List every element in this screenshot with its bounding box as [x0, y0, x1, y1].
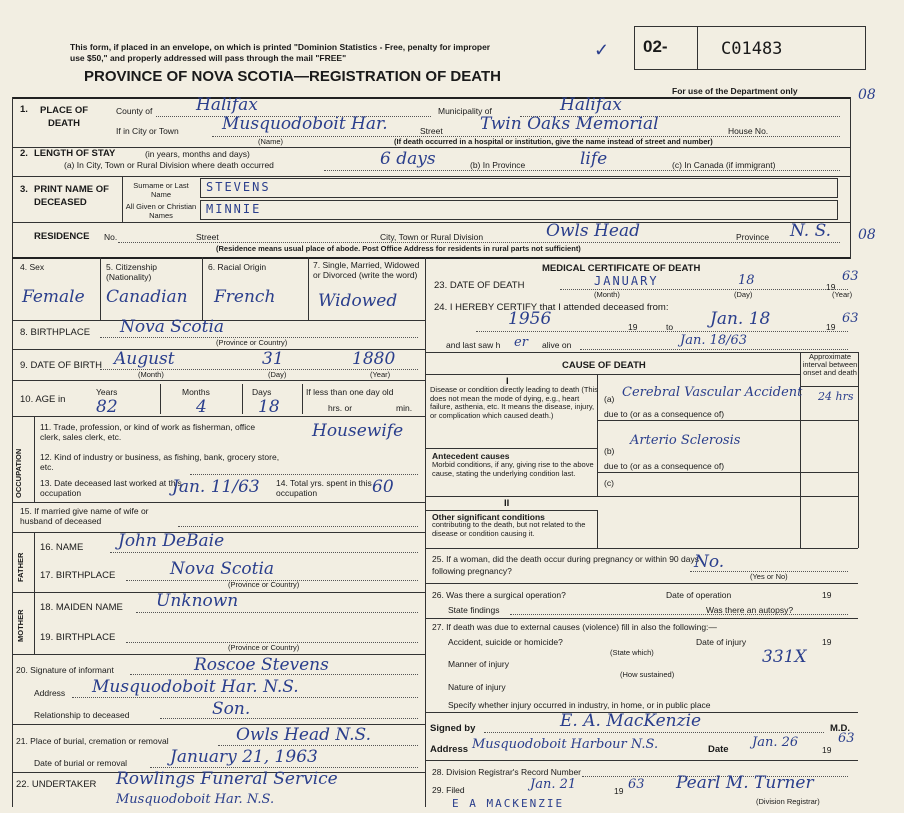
last-saw-date[interactable]: Jan. 18/63: [680, 333, 748, 348]
racial-origin-value[interactable]: French: [214, 287, 276, 307]
antecedent-label: Antecedent causes: [432, 451, 510, 461]
form-title: PROVINCE OF NOVA SCOTIA—REGISTRATION OF DEATH: [84, 68, 501, 85]
disease-label: Disease or condition directly leading to death (This does not mean the mode of dying, e.g., heart failure, asthenia, etc. It means the disease, injury, or complication which caused death.): [430, 385, 599, 420]
dob-label: 9. DATE OF BIRTH: [20, 360, 102, 371]
informant-signature-value[interactable]: Roscoe Stevens: [194, 655, 329, 675]
pregnancy-sublabel: (Yes or No): [750, 572, 788, 581]
father-birthplace-value[interactable]: Nova Scotia: [170, 559, 275, 579]
accident-label: Accident, suicide or homicide?: [448, 637, 563, 647]
other-conditions-label: Other significant conditions: [432, 512, 545, 522]
county-label: County of: [116, 106, 153, 116]
burial-place-label: 21. Place of burial, cremation or removal: [16, 736, 169, 746]
printed-doctor-name[interactable]: E A MACKENZIE: [452, 797, 565, 810]
dob-year[interactable]: 1880: [352, 349, 396, 369]
racial-origin-label: 6. Racial Origin: [208, 262, 267, 272]
q2-number: 2.: [20, 148, 28, 159]
age-days-label: Days: [252, 387, 272, 397]
medical-certificate-title: MEDICAL CERTIFICATE OF DEATH: [542, 263, 701, 274]
q1-number: 1.: [20, 104, 28, 115]
interval-label: Approximate interval between onset and death: [802, 352, 858, 377]
undertaker-label: 22. UNDERTAKER: [16, 779, 97, 790]
last-worked-value[interactable]: Jan. 11/63: [172, 477, 260, 497]
to-label: to: [666, 322, 674, 332]
residence-label: RESIDENCE: [34, 231, 90, 242]
date-of-death-year[interactable]: 63: [842, 269, 859, 284]
father-birthplace-sublabel: (Province or Country): [228, 580, 300, 589]
father-name-label: 16. NAME: [40, 542, 84, 553]
check-mark: ✓: [594, 40, 610, 60]
state-findings-label: State findings: [448, 605, 500, 615]
residence-no-label: No.: [104, 232, 118, 242]
autopsy-label: Was there an autopsy?: [706, 605, 794, 615]
total-years-label: 14. Total yrs. spent in this occupation: [276, 478, 372, 498]
surname-label: Surname or Last Name: [133, 181, 189, 199]
pregnancy-label: 25. If a woman, did the death occur during pregnancy or within 90 days following pregnancy?: [432, 554, 699, 576]
name-sublabel: (Name): [258, 137, 284, 146]
cause-a-interval[interactable]: 24 hrs: [818, 390, 854, 403]
birthplace-label: 8. BIRTHPLACE: [20, 327, 91, 338]
burial-date-value[interactable]: January 21, 1963: [170, 747, 318, 767]
residence-note: (Residence means usual place of abode. Post Office Address for residents in rural parts not sufficient): [216, 244, 581, 253]
injury-date-label: Date of injury: [696, 637, 747, 647]
last-worked-label: 13. Date deceased last worked at this occupation: [40, 478, 182, 498]
due-to-label-1: due to (or as a consequence of): [604, 409, 725, 419]
dob-day[interactable]: 31: [262, 349, 284, 369]
attended-year-prefix-2: 19: [826, 322, 836, 332]
less-than-day-label: If less than one day old: [306, 387, 394, 397]
place-of-death-label: PLACE OF DEATH: [39, 105, 89, 129]
doctor-date-year-prefix: 19: [822, 745, 832, 755]
doctor-address-value[interactable]: Musquodoboit Harbour N.S.: [472, 737, 659, 752]
dob-month[interactable]: August: [114, 349, 175, 369]
trade-value[interactable]: Housewife: [312, 421, 404, 441]
citizenship-label: 5. Citizenship (Nationality): [106, 262, 158, 282]
father-side-label: FATHER: [16, 552, 25, 582]
informant-address-label: Address: [34, 688, 66, 698]
doctor-address-label: Address: [430, 744, 469, 755]
certify-label: 24. I HEREBY CERTIFY that I attended deceased from:: [434, 302, 669, 313]
spouse-label: 15. If married give name of wife or husband of deceased: [20, 506, 149, 526]
registration-prefix: 02-: [643, 37, 668, 56]
county-value[interactable]: Halifax: [196, 95, 258, 115]
length-of-stay-sublabel: (in years, months and days): [145, 149, 250, 159]
stay-canada-label: (c) In Canada (if immigrant): [672, 160, 776, 170]
municipality-value[interactable]: Halifax: [560, 95, 622, 115]
trade-label: 11. Trade, profession, or kind of work as fisherman, office clerk, sales clerk, etc.: [40, 422, 256, 442]
occupation-side-label: OCCUPATION: [14, 448, 23, 498]
division-registrar-signature[interactable]: Pearl M. Turner: [676, 773, 814, 793]
operation-date-label: Date of operation: [666, 590, 732, 600]
margin-code-1: 08: [858, 87, 876, 103]
relationship-value[interactable]: Son.: [212, 699, 251, 719]
last-saw-label: and last saw h: [446, 340, 501, 350]
specify-injury-label: Specify whether injury occurred in industry, in home, or in public place: [448, 700, 711, 710]
undertaker-address-value[interactable]: Musquodoboit Har. N.S.: [116, 792, 275, 807]
municipality-label: Municipality of: [438, 106, 492, 116]
city-town-value[interactable]: Musquodoboit Har.: [222, 114, 388, 134]
mother-birthplace-sublabel: (Province or Country): [228, 643, 300, 652]
date-of-death-label: 23. DATE OF DEATH: [434, 280, 525, 291]
dob-year-sublabel: (Year): [370, 370, 391, 379]
age-years-value[interactable]: 82: [96, 397, 118, 417]
surname-box: [200, 178, 838, 198]
mother-birthplace-label: 19. BIRTHPLACE: [40, 632, 116, 643]
death-day-sublabel: (Day): [734, 290, 753, 299]
print-name-label: PRINT NAME OF DECEASED: [34, 184, 109, 208]
nature-injury-label: Nature of injury: [448, 682, 506, 692]
doctor-date-year[interactable]: 63: [838, 731, 855, 746]
attended-to-year[interactable]: 63: [842, 311, 859, 326]
margin-code-2: 08: [858, 227, 876, 243]
stay-province-value[interactable]: life: [580, 149, 608, 169]
roman-two: II: [504, 498, 510, 509]
filed-label: 29. Filed: [432, 785, 465, 795]
sex-label: 4. Sex: [20, 262, 45, 272]
stay-province-label: (b) In Province: [470, 160, 526, 170]
min-label: min.: [396, 403, 413, 413]
filed-year-prefix: 19: [614, 786, 624, 796]
date-of-death-day[interactable]: 18: [738, 273, 755, 288]
operation-year-prefix: 19: [822, 590, 832, 600]
age-months-label: Months: [182, 387, 210, 397]
informant-address-value[interactable]: Musquodoboit Har. N.S.: [92, 677, 299, 697]
cause-a-label: (a): [604, 394, 615, 404]
cause-of-death-title: CAUSE OF DEATH: [562, 360, 646, 371]
attended-year-prefix-1: 19: [628, 322, 638, 332]
signed-by-label: Signed by: [430, 723, 476, 734]
burial-place-value[interactable]: Owls Head N.S.: [236, 725, 371, 745]
attended-from-value[interactable]: 1956: [508, 309, 552, 329]
q3-number: 3.: [20, 184, 28, 195]
cause-c-label: (c): [604, 478, 614, 488]
age-label: 10. AGE in: [20, 394, 66, 405]
residence-province-value[interactable]: N. S.: [790, 221, 832, 241]
father-name-value[interactable]: John DeBaie: [118, 531, 225, 551]
doctor-date-value[interactable]: Jan. 26: [752, 735, 799, 750]
mother-maiden-value[interactable]: Unknown: [156, 591, 239, 611]
alive-on-label: alive on: [542, 340, 572, 350]
injury-year-prefix: 19: [822, 637, 832, 647]
city-town-label: If in City or Town: [116, 126, 179, 136]
residence-street-label: Street: [196, 232, 219, 242]
stay-city-label: (a) In City, Town or Rural Division where death occurred: [64, 160, 274, 170]
signed-by-value[interactable]: E. A. MacKenzie: [560, 711, 702, 731]
dob-day-sublabel: (Day): [268, 370, 287, 379]
informant-signature-label: 20. Signature of informant: [16, 665, 114, 675]
pregnancy-value[interactable]: No.: [694, 552, 725, 572]
registration-number: C01483: [721, 39, 783, 59]
age-days-value[interactable]: 18: [258, 397, 280, 417]
how-sustained-label: (How sustained): [620, 670, 675, 679]
cause-b-value[interactable]: Arterio Sclerosis: [630, 433, 741, 448]
death-year-sublabel: (Year): [832, 290, 853, 299]
md-label: M.D.: [830, 723, 851, 734]
street-label: Street: [420, 126, 443, 136]
record-number-label: 28. Division Registrar's Record Number: [432, 767, 582, 777]
hrs-label: hrs. or: [328, 403, 353, 413]
house-no-label: House No.: [728, 126, 769, 136]
stay-city-value[interactable]: 6 days: [380, 149, 436, 169]
state-which-label: (State which): [610, 648, 654, 657]
filed-date-value[interactable]: Jan. 21: [530, 777, 577, 792]
death-month-sublabel: (Month): [594, 290, 620, 299]
father-birthplace-label: 17. BIRTHPLACE: [40, 570, 116, 581]
registration-number-box: [634, 26, 866, 70]
surname-value[interactable]: STEVENS: [206, 180, 271, 194]
due-to-label-2: due to (or as a consequence of): [604, 461, 725, 471]
external-causes-label: 27. If death was due to external causes (violence) fill in also the following:—: [432, 622, 717, 632]
department-use-label: For use of the Department only: [672, 86, 798, 96]
operation-label: 26. Was there a surgical operation?: [432, 590, 566, 600]
given-names-value[interactable]: MINNIE: [206, 202, 262, 216]
attended-to-value[interactable]: Jan. 18: [710, 309, 771, 329]
birthplace-value[interactable]: Nova Scotia: [120, 317, 225, 337]
antecedent-sublabel: Morbid conditions, if any, giving rise to the above cause, stating the underlying condition last.: [432, 460, 594, 478]
industry-label: 12. Kind of industry or business, as fishing, bank, grocery store, etc.: [40, 452, 280, 472]
relationship-label: Relationship to deceased: [34, 710, 130, 720]
classification-code[interactable]: 331X: [762, 647, 807, 667]
birthplace-sublabel: (Province or Country): [216, 338, 288, 347]
roman-one: I: [506, 376, 509, 387]
cause-a-value[interactable]: Cerebral Vascular Accident: [622, 385, 803, 400]
mother-maiden-label: 18. MAIDEN NAME: [40, 602, 123, 613]
undertaker-value[interactable]: Rowlings Funeral Service: [116, 769, 338, 789]
date-of-death-year-prefix: 19: [826, 282, 836, 292]
residence-province-label: Province: [736, 232, 770, 242]
age-months-value[interactable]: 4: [196, 397, 207, 417]
doctor-date-label: Date: [708, 744, 729, 755]
dob-month-sublabel: (Month): [138, 370, 164, 379]
citizenship-value[interactable]: Canadian: [106, 287, 188, 307]
mail-notice-line-2: use $50," and properly addressed will pass through the mail "FREE": [70, 53, 347, 63]
length-of-stay-label: LENGTH OF STAY: [34, 148, 116, 159]
sex-value[interactable]: Female: [22, 287, 85, 307]
manner-injury-label: Manner of injury: [448, 659, 509, 669]
given-names-box: [200, 200, 838, 220]
institution-note: (If death occurred in a hospital or institution, give the name instead of street and number): [394, 137, 713, 146]
street-value[interactable]: Twin Oaks Memorial: [480, 114, 659, 134]
cause-b-label: (b): [604, 446, 615, 456]
burial-date-label: Date of burial or removal: [34, 758, 128, 768]
filed-year-value[interactable]: 63: [628, 777, 645, 792]
total-years-value[interactable]: 60: [372, 477, 394, 497]
date-of-death-month[interactable]: JANUARY: [594, 274, 659, 288]
mail-notice-line-1: This form, if placed in an envelope, on which is printed "Dominion Statistics - Free, penalty for improper: [70, 42, 491, 52]
marital-status-value[interactable]: Widowed: [318, 291, 398, 311]
last-saw-her-value[interactable]: er: [514, 335, 528, 350]
marital-status-label: 7. Single, Married, Widowed or Divorced (write the word): [313, 260, 420, 280]
residence-city-value[interactable]: Owls Head: [546, 221, 640, 241]
other-conditions-sublabel: contributing to the death, but not related to the disease or condition causing it.: [432, 520, 586, 538]
division-registrar-label: (Division Registrar): [756, 797, 820, 806]
mother-side-label: MOTHER: [16, 609, 25, 642]
given-names-label: All Given or Christian Names: [125, 202, 197, 220]
age-years-label: Years: [96, 387, 118, 397]
residence-city-label: City, Town or Rural Division: [380, 232, 484, 242]
